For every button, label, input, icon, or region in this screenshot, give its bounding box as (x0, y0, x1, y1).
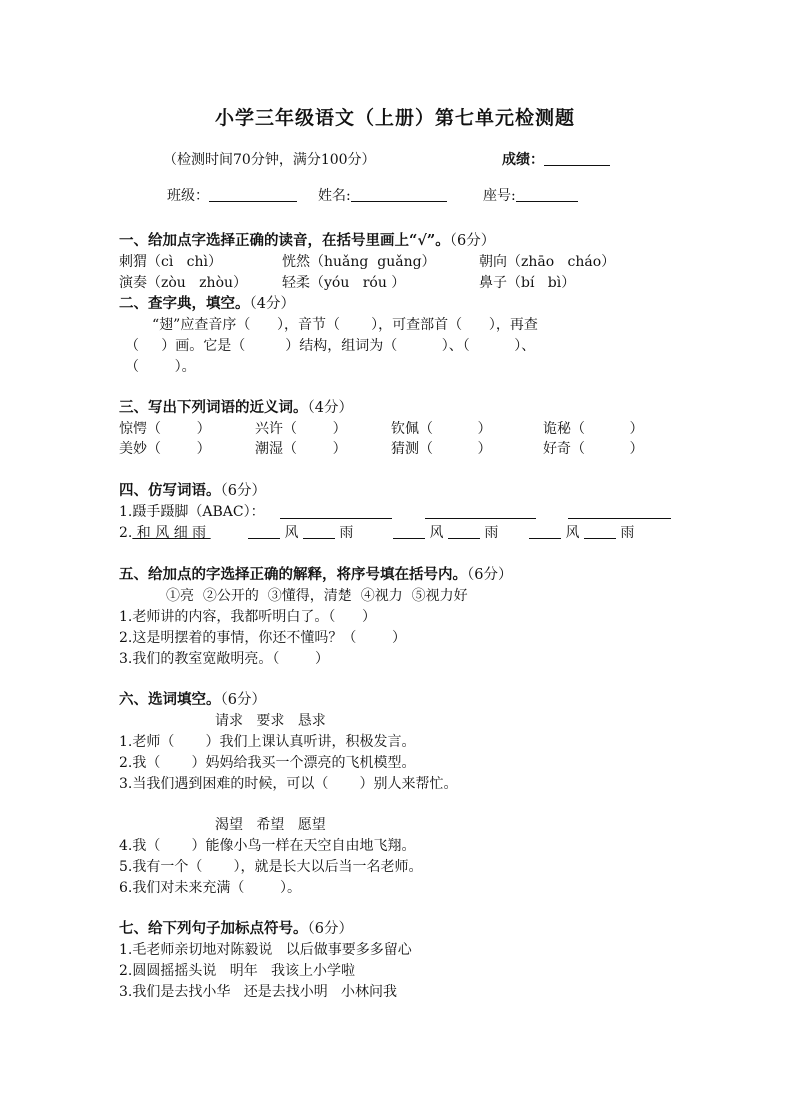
s5-q2: 2.这是明摆着的事情，你还不懂吗？（ ） (119, 630, 406, 646)
class-blank[interactable] (209, 187, 297, 202)
s7-q2: 2.圆圆摇摇头说 明年 我该上小学啦 (119, 963, 356, 979)
section-2-heading: 二、查字典，填空。（4分） (119, 295, 295, 312)
s4-line-1 (119, 502, 265, 522)
s4-pattern-3: 风 雨 (529, 523, 634, 543)
score-blank[interactable] (544, 151, 610, 166)
s6-q4: 4.我（ ）能像小鸟一样在天空自由地飞翔。 (119, 838, 416, 854)
s6-q3: 3.当我们遇到困难的时候，可以（ ）别人来帮忙。 (119, 776, 458, 792)
time-note: （检测时间70分钟，满分100分） (163, 152, 376, 168)
s1-item-5: 轻柔（yóu róu ） (282, 275, 406, 291)
exam-title: 小学三年级语文（上册）第七单元检测题 (214, 107, 575, 129)
section-3-heading: 三、写出下列词语的近义词。（4分） (119, 399, 353, 416)
s6-word-bank-1: 请求 要求 恳求 (215, 713, 326, 729)
s4-blank-3[interactable] (568, 504, 671, 519)
s1-item-3: 朝向（zhāo cháo） (479, 254, 616, 270)
section-7-heading: 七、给下列句子加标点符号。（6分） (119, 920, 353, 937)
s4-example: 和 风 细 雨 (132, 525, 211, 541)
name-label: 姓名: (318, 188, 351, 204)
s4-p2-blank-a[interactable] (393, 524, 425, 539)
section-6-heading: 六、选词填空。（6分） (119, 691, 266, 708)
seat-blank[interactable] (516, 187, 578, 202)
score-label: 成绩： (502, 152, 544, 168)
s4-line-1-label: 1.蹑手蹑脚（ABAC）： (119, 504, 265, 520)
s4-blank-1[interactable] (280, 504, 392, 519)
s3-item-5: 美妙（ ） (119, 441, 211, 457)
s6-q2: 2.我（ ）妈妈给我买一个漂亮的飞机模型。 (119, 755, 416, 771)
s1-item-6: 鼻子（bí bì） (479, 275, 576, 291)
class-field (167, 186, 297, 206)
s6-q5: 5.我有一个（ ），就是长大以后当一名老师。 (119, 859, 423, 875)
name-blank[interactable] (351, 187, 447, 202)
s2-line-2: （ ）画。它是（ ）结构，组词为（ ）、（ ）、 (125, 338, 536, 354)
seat-field (483, 186, 578, 206)
s4-p1-blank-b[interactable] (303, 524, 335, 539)
class-label: 班级： (167, 188, 209, 204)
s3-item-3: 钦佩（ ） (391, 421, 492, 437)
s3-item-7: 猜测（ ） (391, 441, 492, 457)
s3-item-4: 诡秘（ ） (543, 421, 644, 437)
s3-item-6: 潮湿（ ） (255, 441, 347, 457)
s3-item-1: 惊愕（ ） (119, 421, 211, 437)
s3-item-8: 好奇（ ） (543, 441, 644, 457)
s7-q1: 1.毛老师亲切地对陈毅说 以后做事要多多留心 (119, 942, 412, 958)
s7-q3: 3.我们是去找小华 还是去找小明 小林问我 (119, 984, 398, 1000)
s2-line-1: “翅”应查音序（ ），音节（ ），可查部首（ ），再查 (152, 317, 538, 333)
s3-item-2: 兴许（ ） (255, 421, 347, 437)
s5-q3: 3.我们的教室宽敞明亮。（ ） (119, 651, 329, 667)
section-4-heading: 四、仿写词语。（6分） (119, 482, 266, 499)
s5-q1: 1.老师讲的内容，我都听明白了。（ ） (119, 609, 377, 625)
s1-item-4: 演奏（zòu zhòu） (119, 275, 248, 291)
s6-word-bank-2: 渴望 希望 愿望 (215, 817, 326, 833)
score-field (502, 150, 610, 170)
seat-label: 座号: (483, 188, 516, 204)
section-5-heading: 五、给加点的字选择正确的解释，将序号填在括号内。（6分） (119, 566, 513, 583)
s2-line-3: （ ）。 (125, 359, 196, 375)
s4-p3-blank-b[interactable] (584, 524, 616, 539)
s1-item-2: 恍然（huǎng guǎng） (282, 254, 436, 270)
section-1-heading: 一、给加点字选择正确的读音，在括号里画上“√”。（6分） (119, 232, 496, 249)
s4-pattern-1: 风 雨 (248, 523, 353, 543)
s4-p3-blank-a[interactable] (529, 524, 561, 539)
s6-q6: 6.我们对未来充满（ ）。 (119, 880, 301, 896)
s4-blank-2[interactable] (425, 504, 536, 519)
s4-p2-blank-b[interactable] (448, 524, 480, 539)
s4-p1-blank-a[interactable] (248, 524, 280, 539)
s5-options: ①亮 ②公开的 ③懂得，清楚 ④视力 ⑤视力好 (166, 588, 468, 604)
s6-q1: 1.老师（ ）我们上课认真听讲，积极发言。 (119, 734, 416, 750)
s4-pattern-2: 风 雨 (393, 523, 498, 543)
s4-line-2: 2. 和 风 细 雨 (119, 525, 211, 541)
s1-item-1: 刺猬（cì chì） (119, 254, 223, 270)
name-field (318, 186, 447, 206)
